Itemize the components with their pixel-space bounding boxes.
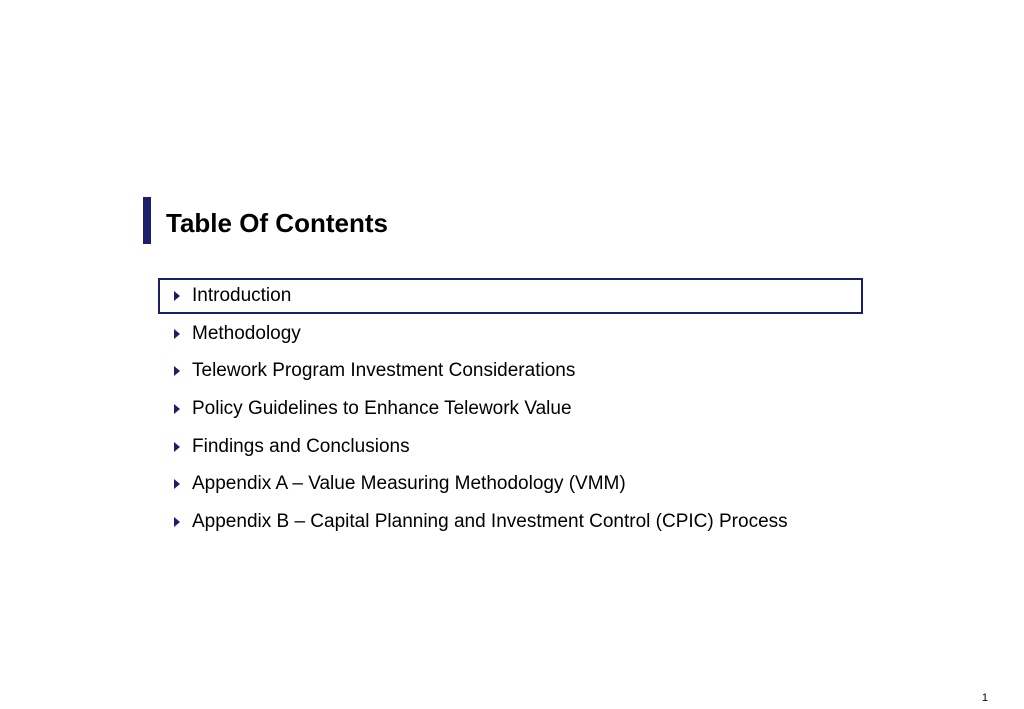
toc-item-label: Findings and Conclusions — [192, 435, 410, 457]
toc-item-label: Telework Program Investment Considerations — [192, 360, 576, 382]
triangle-right-icon — [174, 366, 180, 376]
toc-item-methodology[interactable] — [158, 316, 863, 352]
toc-item-label: Introduction — [192, 285, 292, 306]
toc-item-policy-guidelines[interactable] — [158, 391, 863, 427]
page-number: 1 — [981, 692, 988, 704]
toc-item-label: Methodology — [192, 322, 301, 344]
triangle-right-icon — [174, 479, 180, 489]
toc-item-label: Appendix B – Capital Planning and Investment Control (CPIC) Process — [192, 511, 788, 533]
toc-item-investment-considerations[interactable] — [158, 353, 863, 389]
toc-item-introduction[interactable] — [158, 278, 863, 314]
page-title: Table Of Contents — [166, 208, 388, 238]
toc-item-label: Appendix A – Value Measuring Methodology (VMM) — [192, 473, 626, 495]
toc-item-findings[interactable] — [158, 429, 863, 465]
triangle-right-icon — [174, 291, 180, 301]
toc-item-appendix-a[interactable] — [158, 466, 863, 502]
triangle-right-icon — [174, 442, 180, 452]
triangle-right-icon — [174, 517, 180, 527]
triangle-right-icon — [174, 329, 180, 339]
table-of-contents — [158, 278, 863, 542]
toc-item-label: Policy Guidelines to Enhance Telework Value — [192, 398, 572, 420]
toc-item-appendix-b[interactable] — [158, 504, 863, 540]
title-accent-bar — [143, 197, 151, 244]
triangle-right-icon — [174, 404, 180, 414]
